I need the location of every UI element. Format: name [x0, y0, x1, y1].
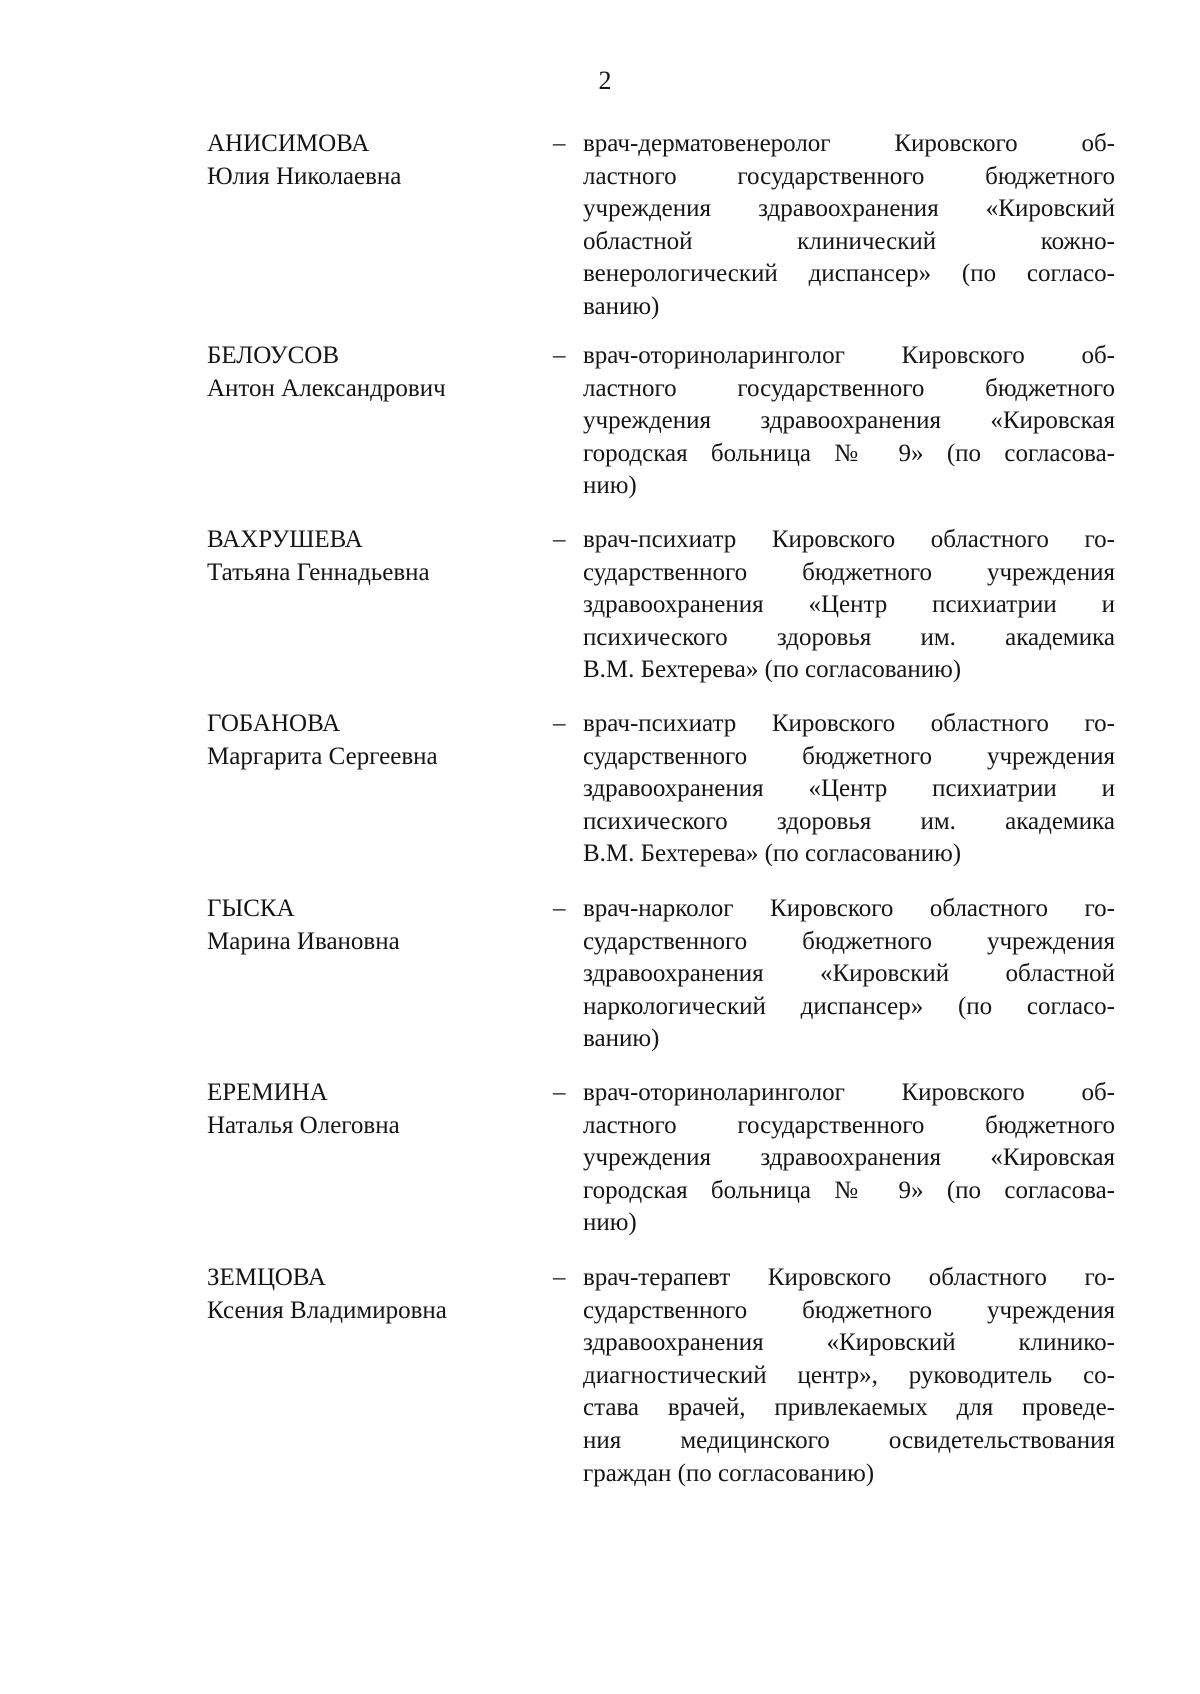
role-line: сударственного бюджетного учреждения	[583, 742, 1115, 770]
entry-dash: –	[553, 526, 566, 553]
member-name	[207, 708, 527, 773]
role-line: здравоохранения «Кировский областной	[583, 960, 1115, 988]
role-line: наркологический диспансер» (по согласо-	[583, 992, 1115, 1020]
member-role	[583, 524, 1115, 687]
member-surname: ГЫСКА	[207, 895, 295, 922]
entry-dash: –	[553, 342, 566, 369]
role-line: здравоохранения «Кировский клинико-	[583, 1329, 1115, 1357]
member-role	[583, 1077, 1115, 1240]
member-name	[207, 893, 527, 958]
role-line: нию)	[583, 1209, 637, 1237]
member-name	[207, 1077, 527, 1142]
role-line: городская больница № 9» (по согласова-	[583, 439, 1115, 467]
member-name	[207, 340, 527, 405]
entry-dash: –	[553, 1079, 566, 1106]
role-line: ванию)	[583, 1025, 660, 1053]
role-line: психического здоровья им. академика	[583, 807, 1115, 835]
role-line: врач-психиатр Кировского областного го-	[583, 526, 1115, 553]
member-given-names: Татьяна Геннадьевна	[207, 558, 430, 586]
role-line: диагностический центр», руководитель со-	[583, 1361, 1115, 1389]
entry-dash: –	[553, 895, 566, 922]
role-line: городская больница № 9» (по согласова-	[583, 1176, 1115, 1204]
member-role	[583, 340, 1115, 503]
member-given-names: Юлия Николаевна	[207, 162, 402, 190]
member-given-names: Антон Александрович	[207, 374, 446, 402]
role-line: учреждения здравоохранения «Кировская	[583, 1144, 1115, 1172]
role-line: ластного государственного бюджетного	[583, 162, 1115, 190]
member-role	[583, 708, 1115, 871]
role-line: ванию)	[583, 292, 660, 320]
role-line: сударственного бюджетного учреждения	[583, 927, 1115, 955]
member-name	[207, 128, 527, 193]
role-line: областной клинический кожно-	[583, 227, 1115, 255]
role-line: врач-оториноларинголог Кировского об-	[583, 1079, 1115, 1106]
role-line: става врачей, привлекаемых для проведе-	[583, 1394, 1115, 1422]
role-line: врач-психиатр Кировского областного го-	[583, 710, 1115, 737]
member-name	[207, 524, 527, 589]
member-given-names: Ксения Владимировна	[207, 1296, 447, 1324]
role-line: врач-оториноларинголог Кировского об-	[583, 342, 1115, 369]
role-line: учреждения здравоохранения «Кировская	[583, 407, 1115, 435]
member-role	[583, 1262, 1115, 1490]
member-surname: БЕЛОУСОВ	[207, 342, 340, 369]
member-role	[583, 893, 1115, 1056]
member-surname: ЗЕМЦОВА	[207, 1264, 326, 1291]
role-line: психического здоровья им. академика	[583, 623, 1115, 651]
role-line: венерологический диспансер» (по согласо-	[583, 260, 1115, 288]
role-line: ния медицинского освидетельствования	[583, 1426, 1115, 1454]
role-line: сударственного бюджетного учреждения	[583, 1296, 1115, 1324]
page-number: 2	[598, 66, 612, 95]
role-line: нию)	[583, 472, 637, 500]
member-surname: ГОБАНОВА	[207, 710, 341, 737]
entry-dash: –	[553, 1264, 566, 1291]
role-line: здравоохранения «Центр психиатрии и	[583, 775, 1115, 803]
entry-dash: –	[553, 130, 566, 157]
member-name	[207, 1262, 527, 1327]
role-line: врач-дерматовенеролог Кировского об-	[583, 130, 1115, 157]
role-line: ластного государственного бюджетного	[583, 1111, 1115, 1139]
role-line: В.М. Бехтерева» (по согласованию)	[583, 656, 962, 684]
role-line: врач-терапевт Кировского областного го-	[583, 1264, 1115, 1291]
role-line: сударственного бюджетного учреждения	[583, 558, 1115, 586]
role-line: учреждения здравоохранения «Кировский	[583, 195, 1115, 223]
member-given-names: Марина Ивановна	[207, 927, 400, 955]
member-given-names: Маргарита Сергеевна	[207, 742, 438, 770]
role-line: В.М. Бехтерева» (по согласованию)	[583, 840, 962, 868]
role-line: врач-нарколог Кировского областного го-	[583, 895, 1115, 922]
role-line: граждан (по согласованию)	[583, 1459, 875, 1487]
role-line: здравоохранения «Центр психиатрии и	[583, 591, 1115, 619]
role-line: ластного государственного бюджетного	[583, 374, 1115, 402]
member-surname: ВАХРУШЕВА	[207, 526, 363, 553]
member-surname: ЕРЕМИНА	[207, 1079, 328, 1106]
entry-dash: –	[553, 710, 566, 737]
member-role	[583, 128, 1115, 324]
member-surname: АНИСИМОВА	[207, 130, 370, 157]
member-given-names: Наталья Олеговна	[207, 1111, 400, 1139]
